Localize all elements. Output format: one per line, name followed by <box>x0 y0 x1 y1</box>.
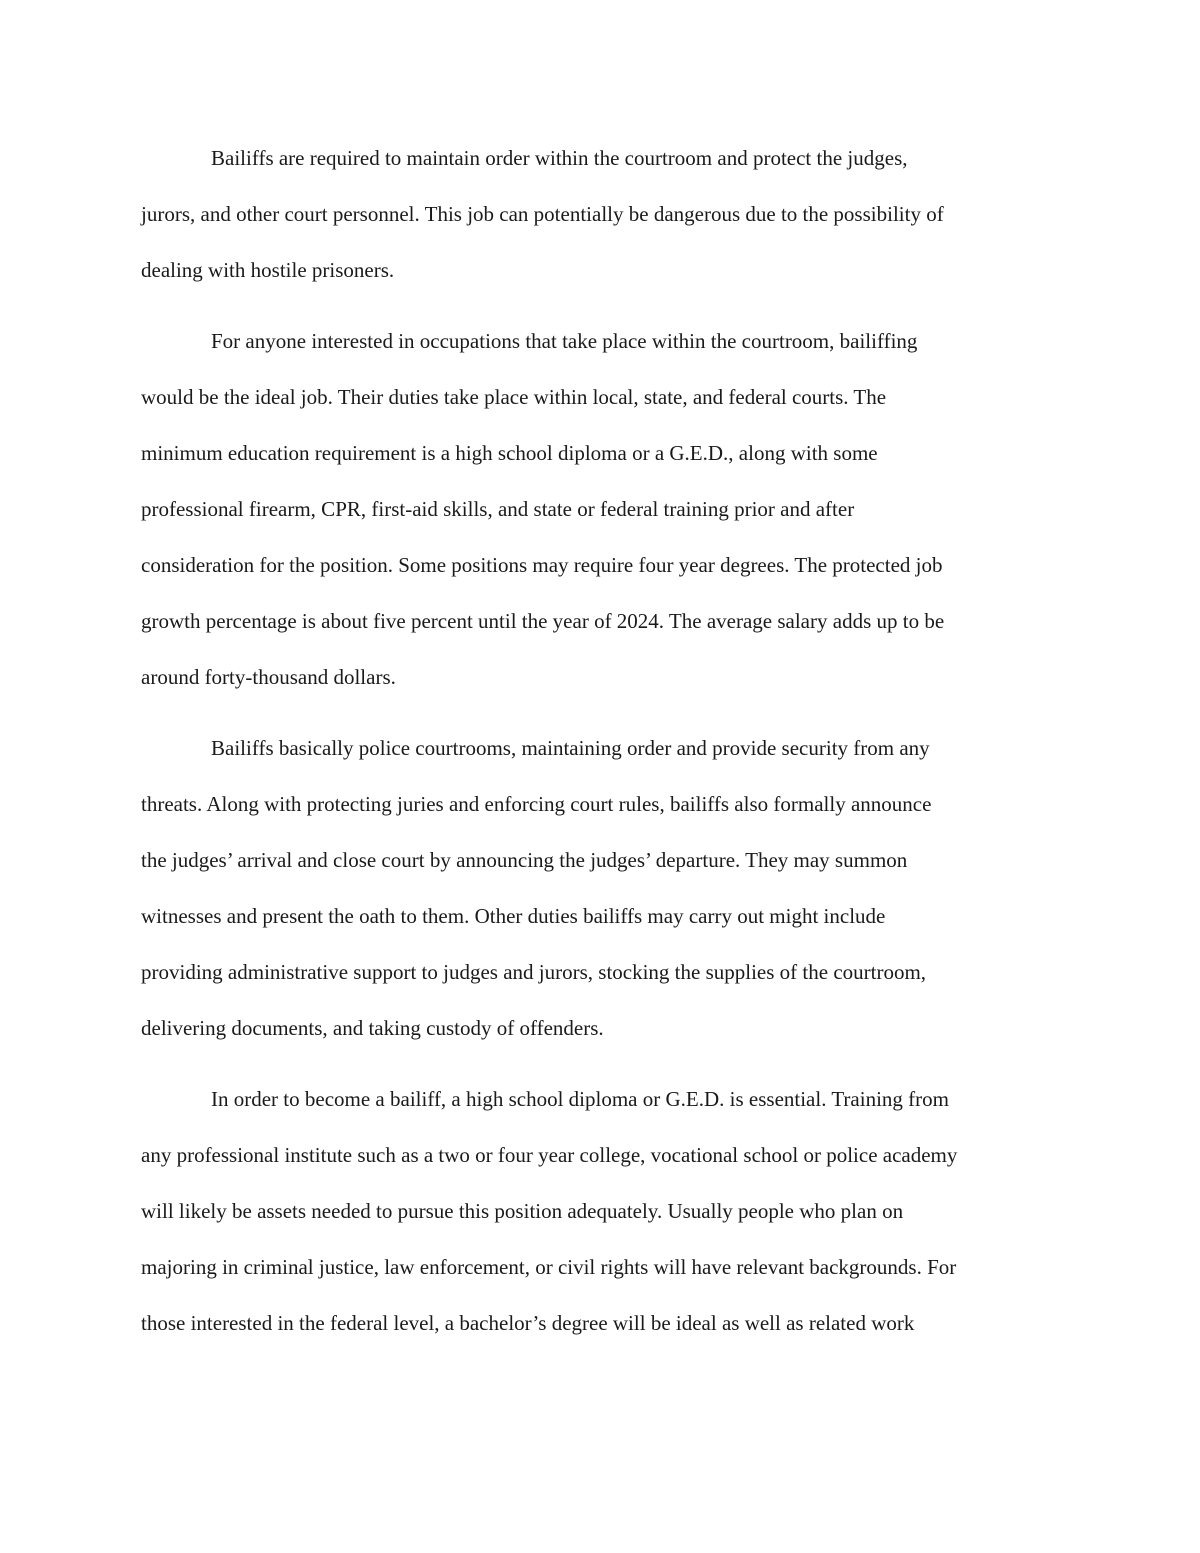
text-line: would be the ideal job. Their duties take place within local, state, and federal courts. The <box>141 385 887 409</box>
text-line: witnesses and present the oath to them. Other duties bailiffs may carry out might include <box>141 904 886 928</box>
text-line: delivering documents, and taking custody of offenders. <box>141 1016 604 1040</box>
text-line: around forty-thousand dollars. <box>141 665 396 689</box>
text-line: providing administrative support to judges and jurors, stocking the supplies of the courtroom, <box>141 960 927 984</box>
text-line: majoring in criminal justice, law enforcement, or civil rights will have relevant backgrounds. For <box>141 1255 957 1279</box>
text-line: consideration for the position. Some positions may require four year degrees. The protected job <box>141 553 943 577</box>
text-line: Bailiffs are required to maintain order within the courtroom and protect the judges, <box>211 146 908 170</box>
text-line: minimum education requirement is a high school diploma or a G.E.D., along with some <box>141 441 878 465</box>
text-line: professional firearm, CPR, first-aid skills, and state or federal training prior and after <box>141 497 855 521</box>
text-line: will likely be assets needed to pursue this position adequately. Usually people who plan on <box>141 1199 904 1223</box>
text-line: growth percentage is about five percent until the year of 2024. The average salary adds up to be <box>141 609 945 633</box>
text-line: For anyone interested in occupations that take place within the courtroom, bailiffing <box>211 329 918 353</box>
text-line: Bailiffs basically police courtrooms, maintaining order and provide security from any <box>211 736 930 760</box>
text-line: threats. Along with protecting juries and enforcing court rules, bailiffs also formally announce <box>141 792 932 816</box>
text-line: dealing with hostile prisoners. <box>141 258 395 282</box>
text-line: the judges’ arrival and close court by announcing the judges’ departure. They may summon <box>141 848 908 872</box>
text-line: In order to become a bailiff, a high school diploma or G.E.D. is essential. Training from <box>211 1087 949 1111</box>
text-line: those interested in the federal level, a bachelor’s degree will be ideal as well as related work <box>141 1311 915 1335</box>
text-line: jurors, and other court personnel. This job can potentially be dangerous due to the possibility of <box>141 202 944 226</box>
text-line: any professional institute such as a two or four year college, vocational school or police academy <box>141 1143 958 1167</box>
